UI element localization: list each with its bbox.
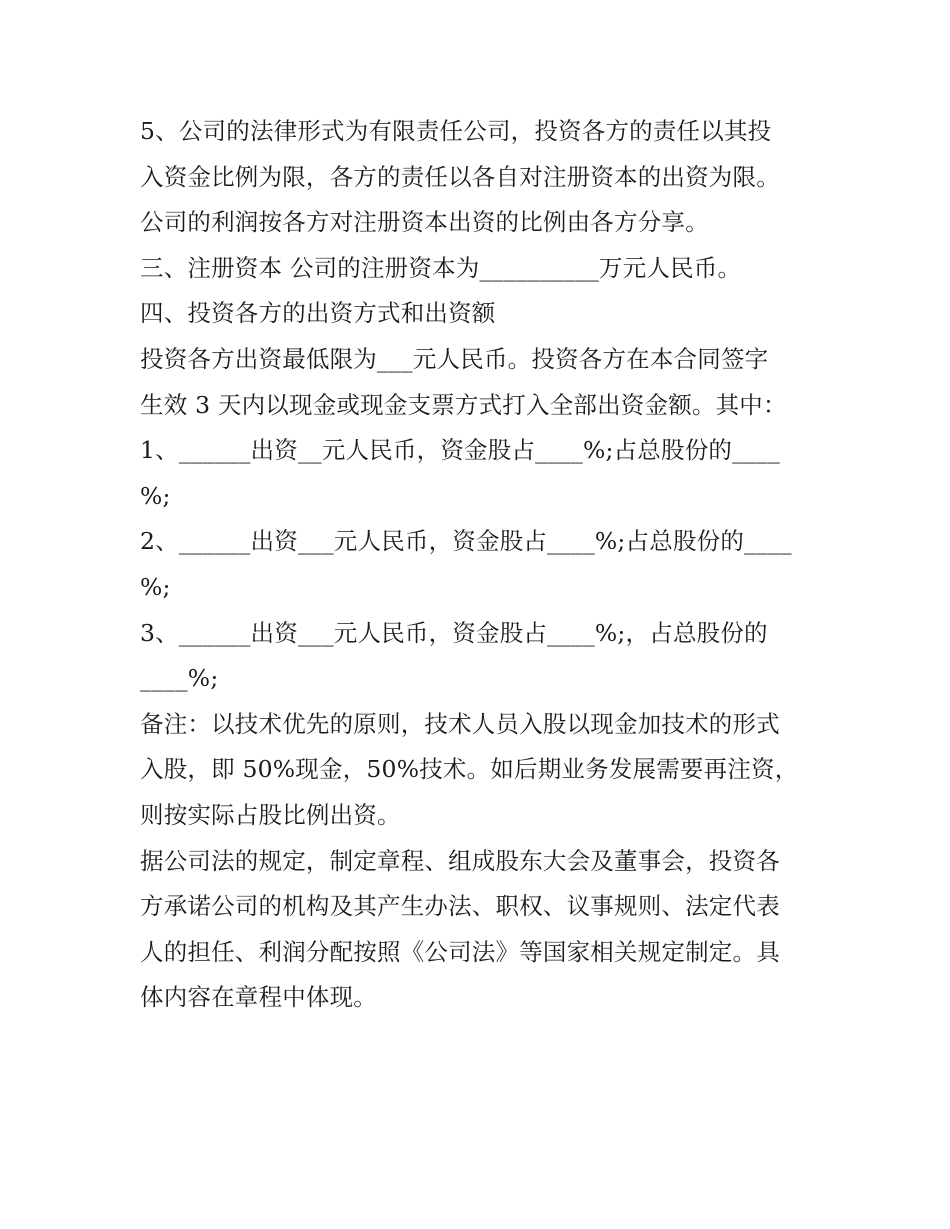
section-heading: 四、投资各方的出资方式和出资额 <box>140 299 496 328</box>
text-line: %; <box>140 572 171 601</box>
text-line: 1、______出资__元人民币，资金股占____%;占总股份的____ <box>140 436 780 465</box>
text-line: 入股，即 50%现金，50%技术。如后期业务发展需要再注资， <box>140 755 799 784</box>
text-line: 5、公司的法律形式为有限责任公司，投资各方的责任以其投 <box>140 117 772 145</box>
text-line: 3、______出资___元人民币，资金股占____%;，占总股份的 <box>140 618 768 647</box>
text-line: 据公司法的规定，制定章程、组成股东大会及董事会，投资各 <box>140 846 780 875</box>
text-line: %; <box>140 481 171 510</box>
text-line: 投资各方出资最低限为___元人民币。投资各方在本合同签字 <box>140 344 769 373</box>
text-line: ____%; <box>140 664 219 693</box>
text-line: 入资金比例为限，各方的责任以各自对注册资本的出资为限。 <box>140 162 780 191</box>
text-line: 体内容在章程中体现。 <box>140 983 377 1012</box>
document-body <box>140 109 815 1021</box>
text-line: 则按实际占股比例出资。 <box>140 800 401 829</box>
text-line: 公司的利润按各方对注册资本出资的比例由各方分享。 <box>140 208 709 237</box>
text-line: 备注：以技术优先的原则，技术人员入股以现金加技术的形式 <box>140 709 780 738</box>
text-line: 生效 3 天内以现金或现金支票方式打入全部出资金额。其中： <box>140 390 787 419</box>
text-line: 方承诺公司的机构及其产生办法、职权、议事规则、法定代表 <box>140 892 780 921</box>
text-line: 人的担任、利润分配按照《公司法》等国家相关规定制定。具 <box>140 937 780 966</box>
text-line: 三、注册资本 公司的注册资本为__________万元人民币。 <box>140 253 742 282</box>
text-line: 2、______出资___元人民币，资金股占____%;占总股份的____ <box>140 527 792 556</box>
